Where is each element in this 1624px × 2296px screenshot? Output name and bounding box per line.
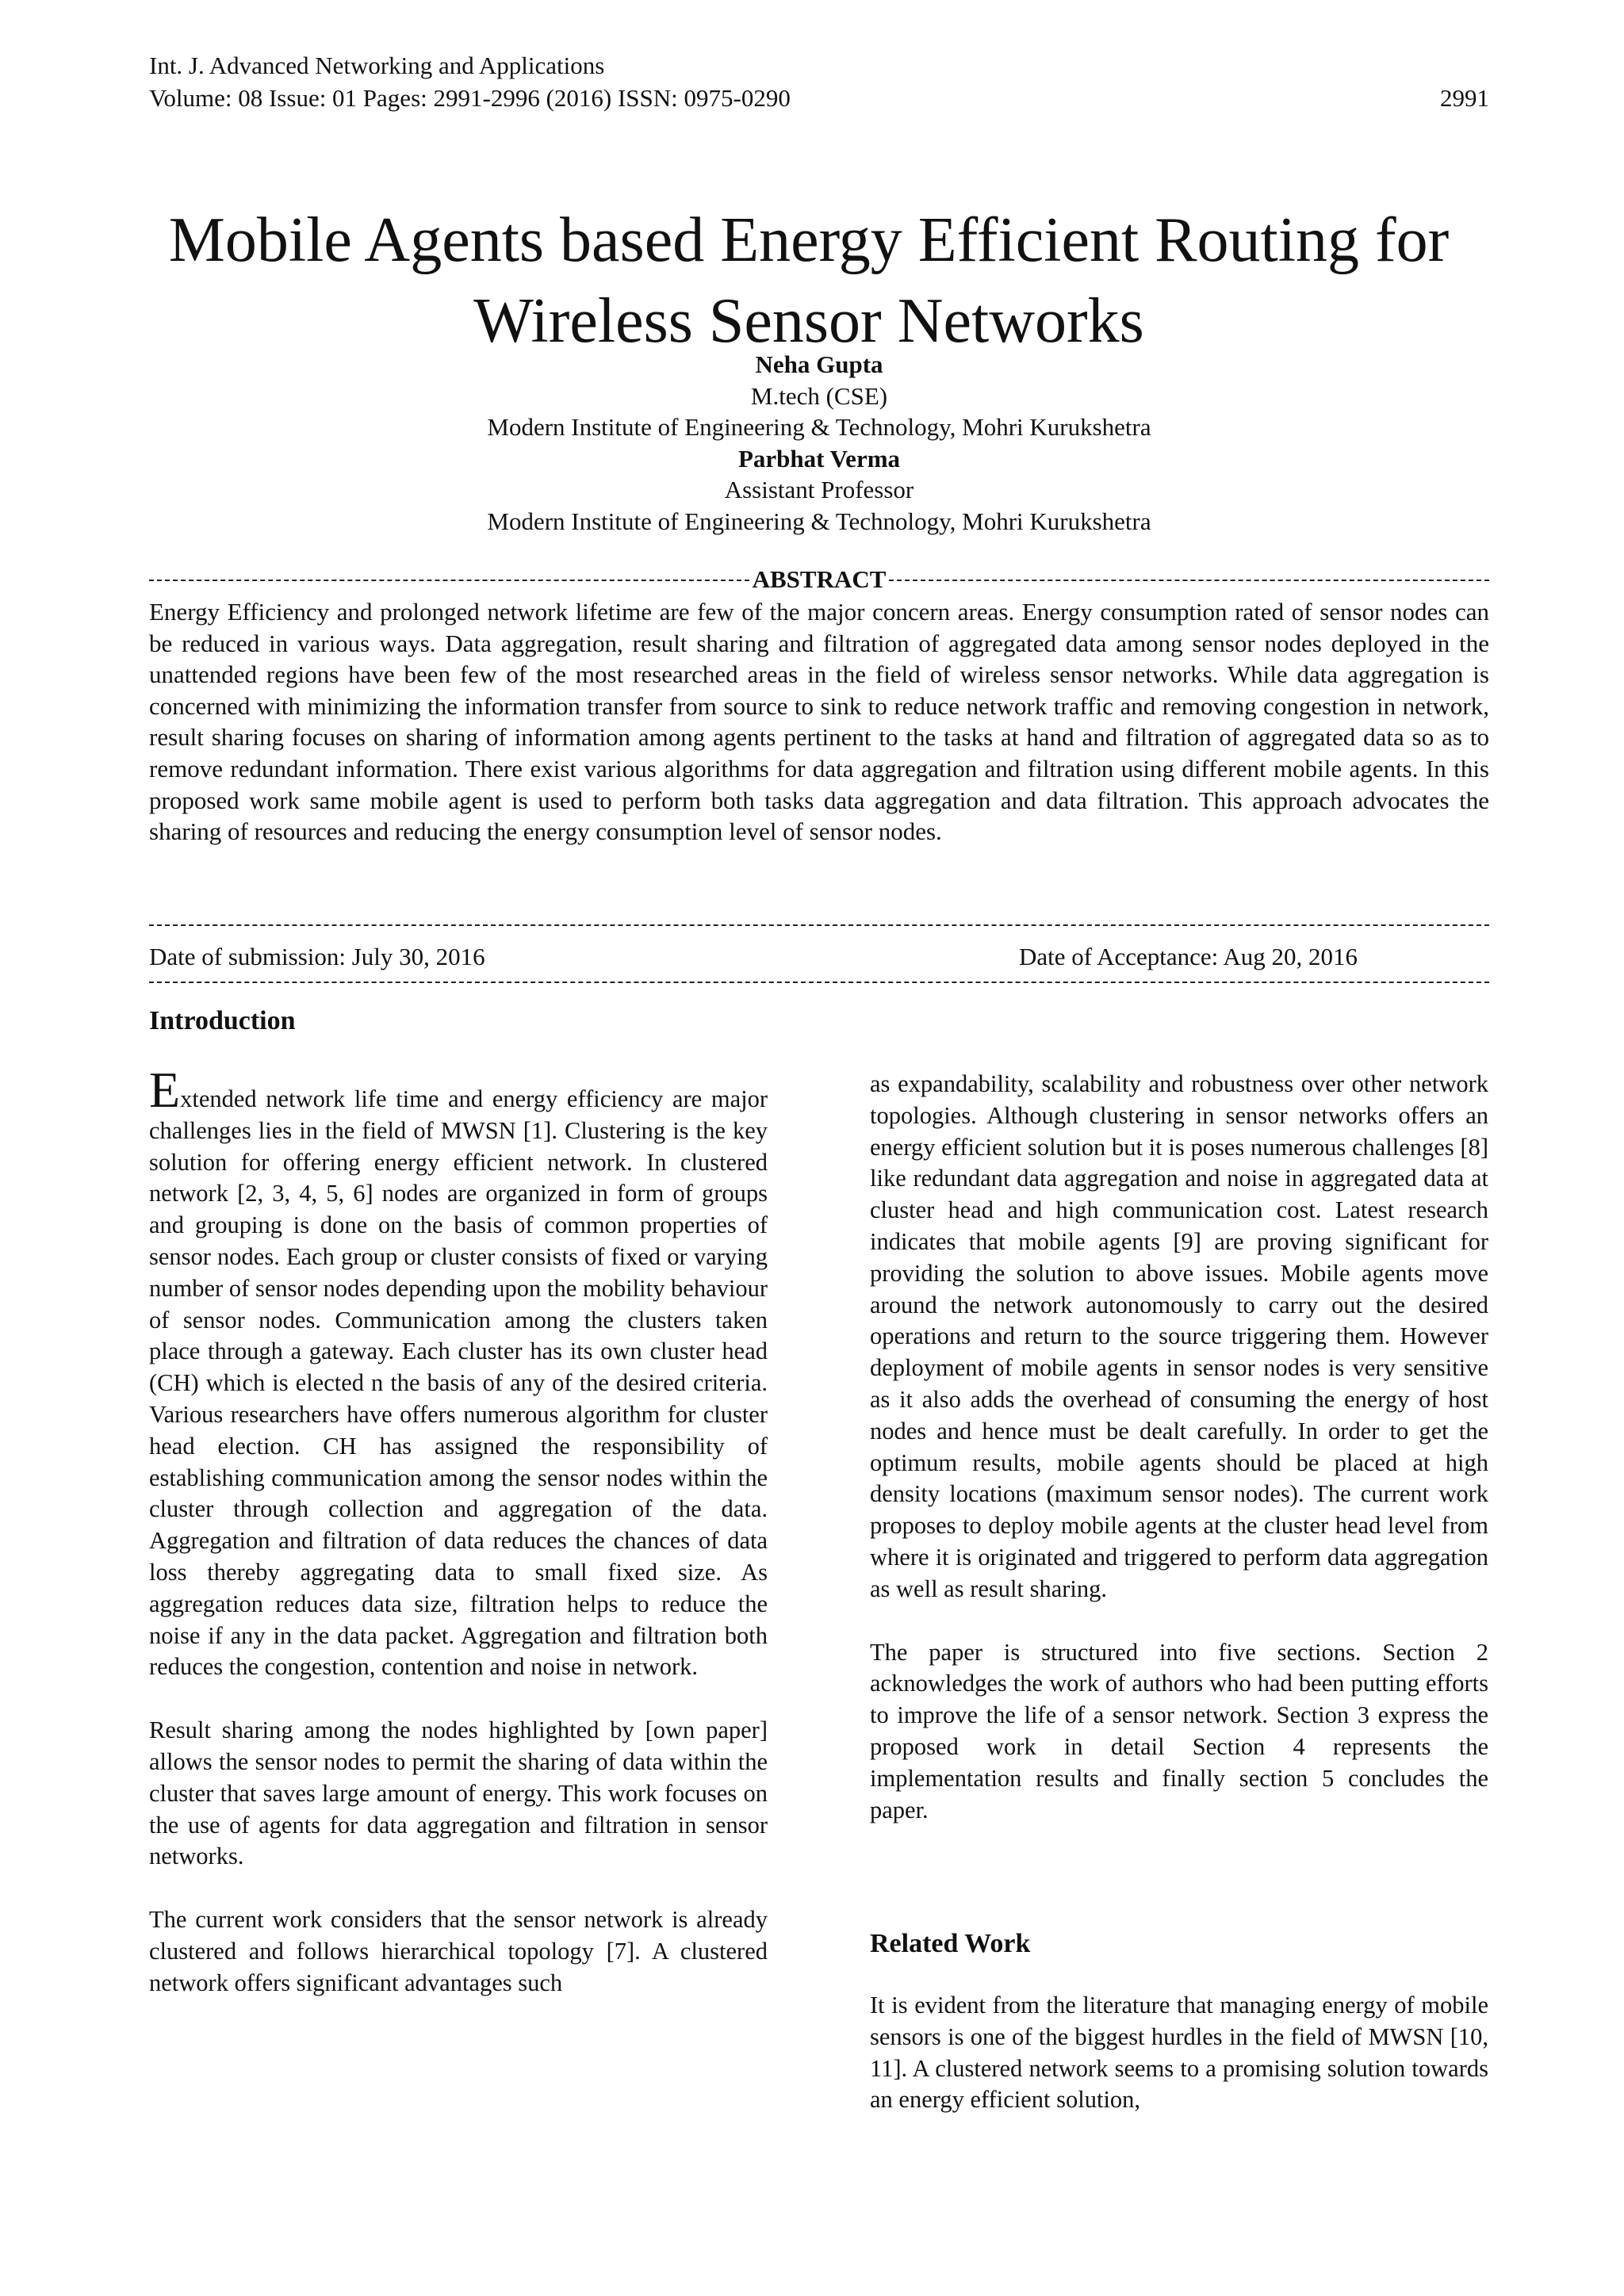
dates-row (149, 941, 1489, 973)
abstract-label: ABSTRACT (752, 565, 887, 593)
author-1-role: M.tech (CSE) (750, 381, 888, 410)
author-1-name: Neha Gupta (755, 350, 883, 378)
journal-name: Int. J. Advanced Networking and Applications (149, 52, 605, 79)
author-2-affiliation: Modern Institute of Engineering & Technology, Mohri Kurukshetra (487, 507, 1151, 535)
author-2-name: Parbhat Verma (737, 444, 901, 473)
volume-row (149, 82, 1489, 114)
divider-top (149, 924, 1489, 926)
intro-paragraph-1-text: xtended network life time and energy efficiency are major challenges lies in the field of MWSN [1]. Clustering is the key solution for offering energy efficient network. In clustered network [2, 3, 4, 5, 6] nodes are organized in form of groups and grouping is done on the basis of common properties of sensor nodes. Each group or cluster consists of fixed or varying number of sensor nodes depending upon the mobility behaviour of sensor nodes. Communication among the clusters taken place through a gateway. Each cluster has its own cluster head (CH) which is elected n the basis of any of the desired criteria. Various researchers have offers numerous algorithm for cluster head election. CH has assigned the responsibility of establishing communication among the sensor nodes within the cluster through collection and aggregation of the data. Aggregation and filtration of data reduces the chances of data loss thereby aggregating data to small fixed size. As aggregation reduces data size, filtration helps to reduce the noise if any in the data packet. Aggregation and filtration both reduces the congestion, contention and noise in network. (149, 1085, 768, 1681)
author-2-role: Assistant Professor (724, 476, 914, 503)
volume-info: Volume: 08 Issue: 01 Pages: 2991-2996 (2016) ISSN: 0975-0290 (149, 84, 791, 112)
intro-paragraph-1 (149, 1062, 768, 1683)
intro-paragraph-2: Result sharing among the nodes highlighted by [own paper] allows the sensor nodes to permit the sharing of data within the cluster that saves large amount of energy. This work focuses on the use of agents for data aggregation and filtration in sensor networks. (149, 1716, 768, 1870)
running-header (149, 49, 1489, 114)
right-column (870, 1069, 1488, 1858)
related-work-paragraph-1: It is evident from the literature that managing energy of mobile sensors is one of the biggest hurdles in the field of MWSN [10, 11]. A clustered network seems to a promising solution towards an energy efficient solution, (870, 1992, 1488, 2114)
page-number: 2991 (1440, 84, 1489, 112)
author-1-affiliation: Modern Institute of Engineering & Technology, Mohri Kurukshetra (487, 413, 1151, 441)
paper-title (119, 200, 1499, 362)
acceptance-date: Date of Acceptance: Aug 20, 2016 (1019, 943, 1358, 970)
intro-paragraph-3: The current work considers that the sensor network is already clustered and follows hierarchical topology [7]. A clustered network offers significant advantages such (149, 1906, 768, 1996)
divider-left (149, 580, 749, 581)
left-column (149, 1062, 768, 2031)
divider-bottom (149, 982, 1489, 983)
author-block (149, 349, 1489, 537)
title-line-2: Wireless Sensor Networks (473, 286, 1144, 356)
title-line-1: Mobile Agents based Energy Efficient Routing for (168, 205, 1450, 275)
submission-date: Date of submission: July 30, 2016 (149, 943, 485, 970)
related-work-heading: Related Work (870, 1929, 1031, 1958)
related-work-column (870, 1990, 1488, 2148)
introduction-heading: Introduction (149, 1006, 296, 1035)
intro-paragraph-5: The paper is structured into five sections. Section 2 acknowledges the work of authors who had been putting efforts to improve the life of a sensor network. Section 3 express the proposed work in detail Section 4 represents the implementation results and finally section 5 concludes the paper. (870, 1638, 1488, 1823)
divider-right (889, 580, 1489, 581)
drop-cap: E (149, 1062, 181, 1118)
abstract-text: Energy Efficiency and prolonged network lifetime are few of the major concern areas. Energy consumption rated of sensor nodes can be reduced in various ways. Data aggregation, result sharing and filtration of aggregated data among sensor nodes deployed in the unattended regions have been few of the most researched areas in the field of wireless sensor networks. While data aggregation is concerned with minimizing the information transfer from source to sink to reduce network traffic and removing congestion in network, result sharing focuses on sharing of information among agents pertinent to the tasks at hand and filtration of aggregated data so as to remove redundant information. There exist various algorithms for data aggregation and filtration using different mobile agents. In this proposed work same mobile agent is used to perform both tasks data aggregation and data filtration. This approach advocates the sharing of resources and reducing the energy consumption level of sensor nodes. (149, 598, 1489, 846)
abstract-divider (149, 564, 1489, 595)
intro-paragraph-4: as expandability, scalability and robustness over other network topologies. Although clustering in sensor networks offers an energy efficient solution but it is poses numerous challenges [8] like redundant data aggregation and noise in aggregated data at cluster head and high communication cost. Latest research indicates that mobile agents [9] are proving significant for providing the solution to above issues. Mobile agents move around the network autonomously to carry out the desired operations and return to the source triggering them. However deployment of mobile agents in sensor nodes is very sensitive as it also adds the overhead of consuming the energy of host nodes and hence must be dealt carefully. In order to get the optimum results, mobile agents should be placed at high density locations (maximum sensor nodes). The current work proposes to deploy mobile agents at the cluster head level from where it is originated and triggered to perform data aggregation as well as result sharing. (870, 1070, 1488, 1602)
